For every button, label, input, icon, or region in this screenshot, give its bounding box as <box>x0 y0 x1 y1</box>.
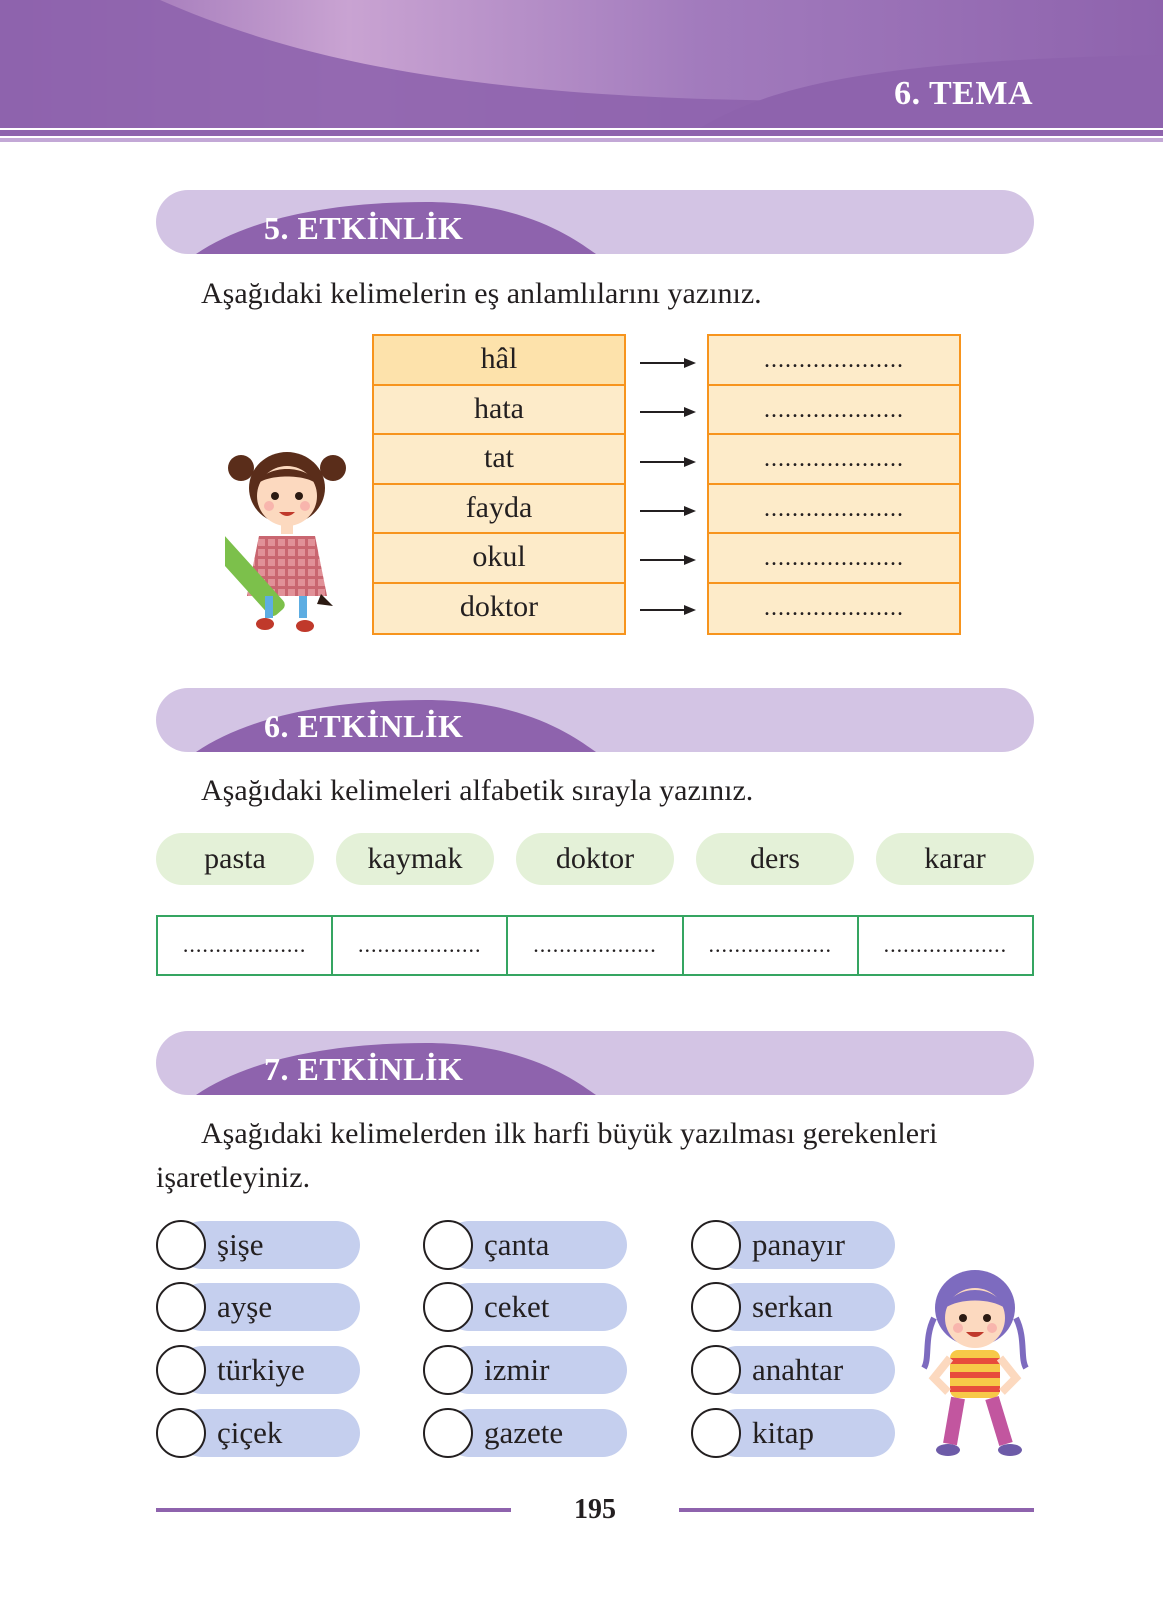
checkbox-item[interactable] <box>156 1408 360 1458</box>
word-pill: ders <box>696 833 854 885</box>
word-pill: kaymak <box>336 833 494 885</box>
checkbox-label: anahtar <box>752 1352 844 1387</box>
alphabetical-answer-field[interactable]: ................... <box>684 917 859 974</box>
activity-7-instruction-line-1: Aşağıdaki kelimelerden ilk harfi büyük yazılması gerekenleri <box>201 1117 938 1150</box>
checkbox-label: serkan <box>752 1289 833 1324</box>
checkbox-item[interactable] <box>423 1220 627 1270</box>
checkbox-label: izmir <box>484 1352 550 1387</box>
checkbox-label: şişe <box>217 1227 264 1262</box>
activity-7-header <box>156 1031 1034 1095</box>
page-number: 195 <box>574 1494 616 1525</box>
arrow-right-icon <box>640 455 696 469</box>
checkbox-label: çiçek <box>217 1415 283 1450</box>
checkbox-label: çanta <box>484 1227 550 1262</box>
checkbox-item[interactable] <box>423 1408 627 1458</box>
checkbox-circle[interactable] <box>691 1220 741 1270</box>
checkbox-circle[interactable] <box>156 1345 206 1395</box>
activity-6-instruction: Aşağıdaki kelimeleri alfabetik sırayla yazınız. <box>201 774 754 807</box>
word-pill: doktor <box>516 833 674 885</box>
word-cell: hata <box>374 386 624 436</box>
alphabetical-answer-row <box>156 915 1034 976</box>
checkbox-label: panayır <box>752 1227 845 1262</box>
arrow-right-icon <box>640 603 696 617</box>
word-cell: tat <box>374 435 624 485</box>
checkbox-circle[interactable] <box>691 1345 741 1395</box>
activity-5-header <box>156 190 1034 254</box>
checkbox-label: kitap <box>752 1415 814 1450</box>
checkbox-item[interactable] <box>423 1282 627 1332</box>
checkbox-circle[interactable] <box>691 1408 741 1458</box>
checkbox-item[interactable] <box>156 1220 360 1270</box>
word-table <box>372 334 626 635</box>
footer-line-left <box>156 1508 511 1512</box>
checkbox-item[interactable] <box>691 1220 895 1270</box>
checkbox-label: türkiye <box>217 1352 305 1387</box>
checkbox-item[interactable] <box>691 1282 895 1332</box>
word-cell: hâl <box>374 336 624 386</box>
activity-7-title: 7. ETKİNLİK <box>264 1051 464 1087</box>
alphabetical-answer-field[interactable]: ................... <box>508 917 683 974</box>
checkbox-item[interactable] <box>423 1345 627 1395</box>
activity-7-instruction-line-2: işaretleyiniz. <box>156 1161 311 1194</box>
checkbox-circle[interactable] <box>423 1220 473 1270</box>
checkbox-item[interactable] <box>156 1345 360 1395</box>
synonym-answer-field[interactable]: .................... <box>709 435 959 485</box>
activity-5-instruction: Aşağıdaki kelimelerin eş anlamlılarını yazınız. <box>201 277 762 310</box>
checkbox-circle[interactable] <box>691 1282 741 1332</box>
alphabetical-answer-field[interactable]: ................... <box>333 917 508 974</box>
checkbox-circle[interactable] <box>156 1408 206 1458</box>
word-cell: okul <box>374 534 624 584</box>
checkbox-item[interactable] <box>691 1345 895 1395</box>
footer-line-right <box>679 1508 1034 1512</box>
checkbox-circle[interactable] <box>423 1408 473 1458</box>
word-cell: fayda <box>374 485 624 535</box>
synonym-answer-table <box>707 334 961 635</box>
girl-with-pencil-illustration <box>225 446 349 636</box>
checkbox-label: gazete <box>484 1415 564 1450</box>
checkbox-circle[interactable] <box>423 1345 473 1395</box>
alphabetical-answer-field[interactable]: ................... <box>883 932 1008 957</box>
checkbox-item[interactable] <box>691 1408 895 1458</box>
synonym-answer-field[interactable]: .................... <box>709 336 959 386</box>
arrow-right-icon <box>640 504 696 518</box>
checkbox-label: ayşe <box>217 1289 273 1324</box>
checkbox-item[interactable] <box>156 1282 360 1332</box>
activity-6-header <box>156 688 1034 752</box>
word-pill: karar <box>876 833 1034 885</box>
word-cell: doktor <box>374 584 624 634</box>
alphabetical-answer-field[interactable]: ................... <box>158 917 333 974</box>
arrow-right-icon <box>640 356 696 370</box>
word-pill: pasta <box>156 833 314 885</box>
word-pill-row <box>156 833 1034 885</box>
synonym-answer-field[interactable]: .................... <box>709 584 959 634</box>
theme-title: 6. TEMA <box>894 75 1033 112</box>
synonym-answer-field[interactable]: .................... <box>709 534 959 584</box>
checkbox-circle[interactable] <box>156 1282 206 1332</box>
checkbox-label: ceket <box>484 1289 550 1324</box>
girl-standing-illustration <box>920 1268 1030 1458</box>
checkbox-circle[interactable] <box>156 1220 206 1270</box>
synonym-answer-field[interactable]: .................... <box>709 386 959 436</box>
arrow-right-icon <box>640 553 696 567</box>
arrow-right-icon <box>640 405 696 419</box>
checkbox-circle[interactable] <box>423 1282 473 1332</box>
activity-5-title: 5. ETKİNLİK <box>264 210 464 246</box>
synonym-answer-field[interactable]: .................... <box>709 485 959 535</box>
activity-6-title: 6. ETKİNLİK <box>264 708 464 744</box>
